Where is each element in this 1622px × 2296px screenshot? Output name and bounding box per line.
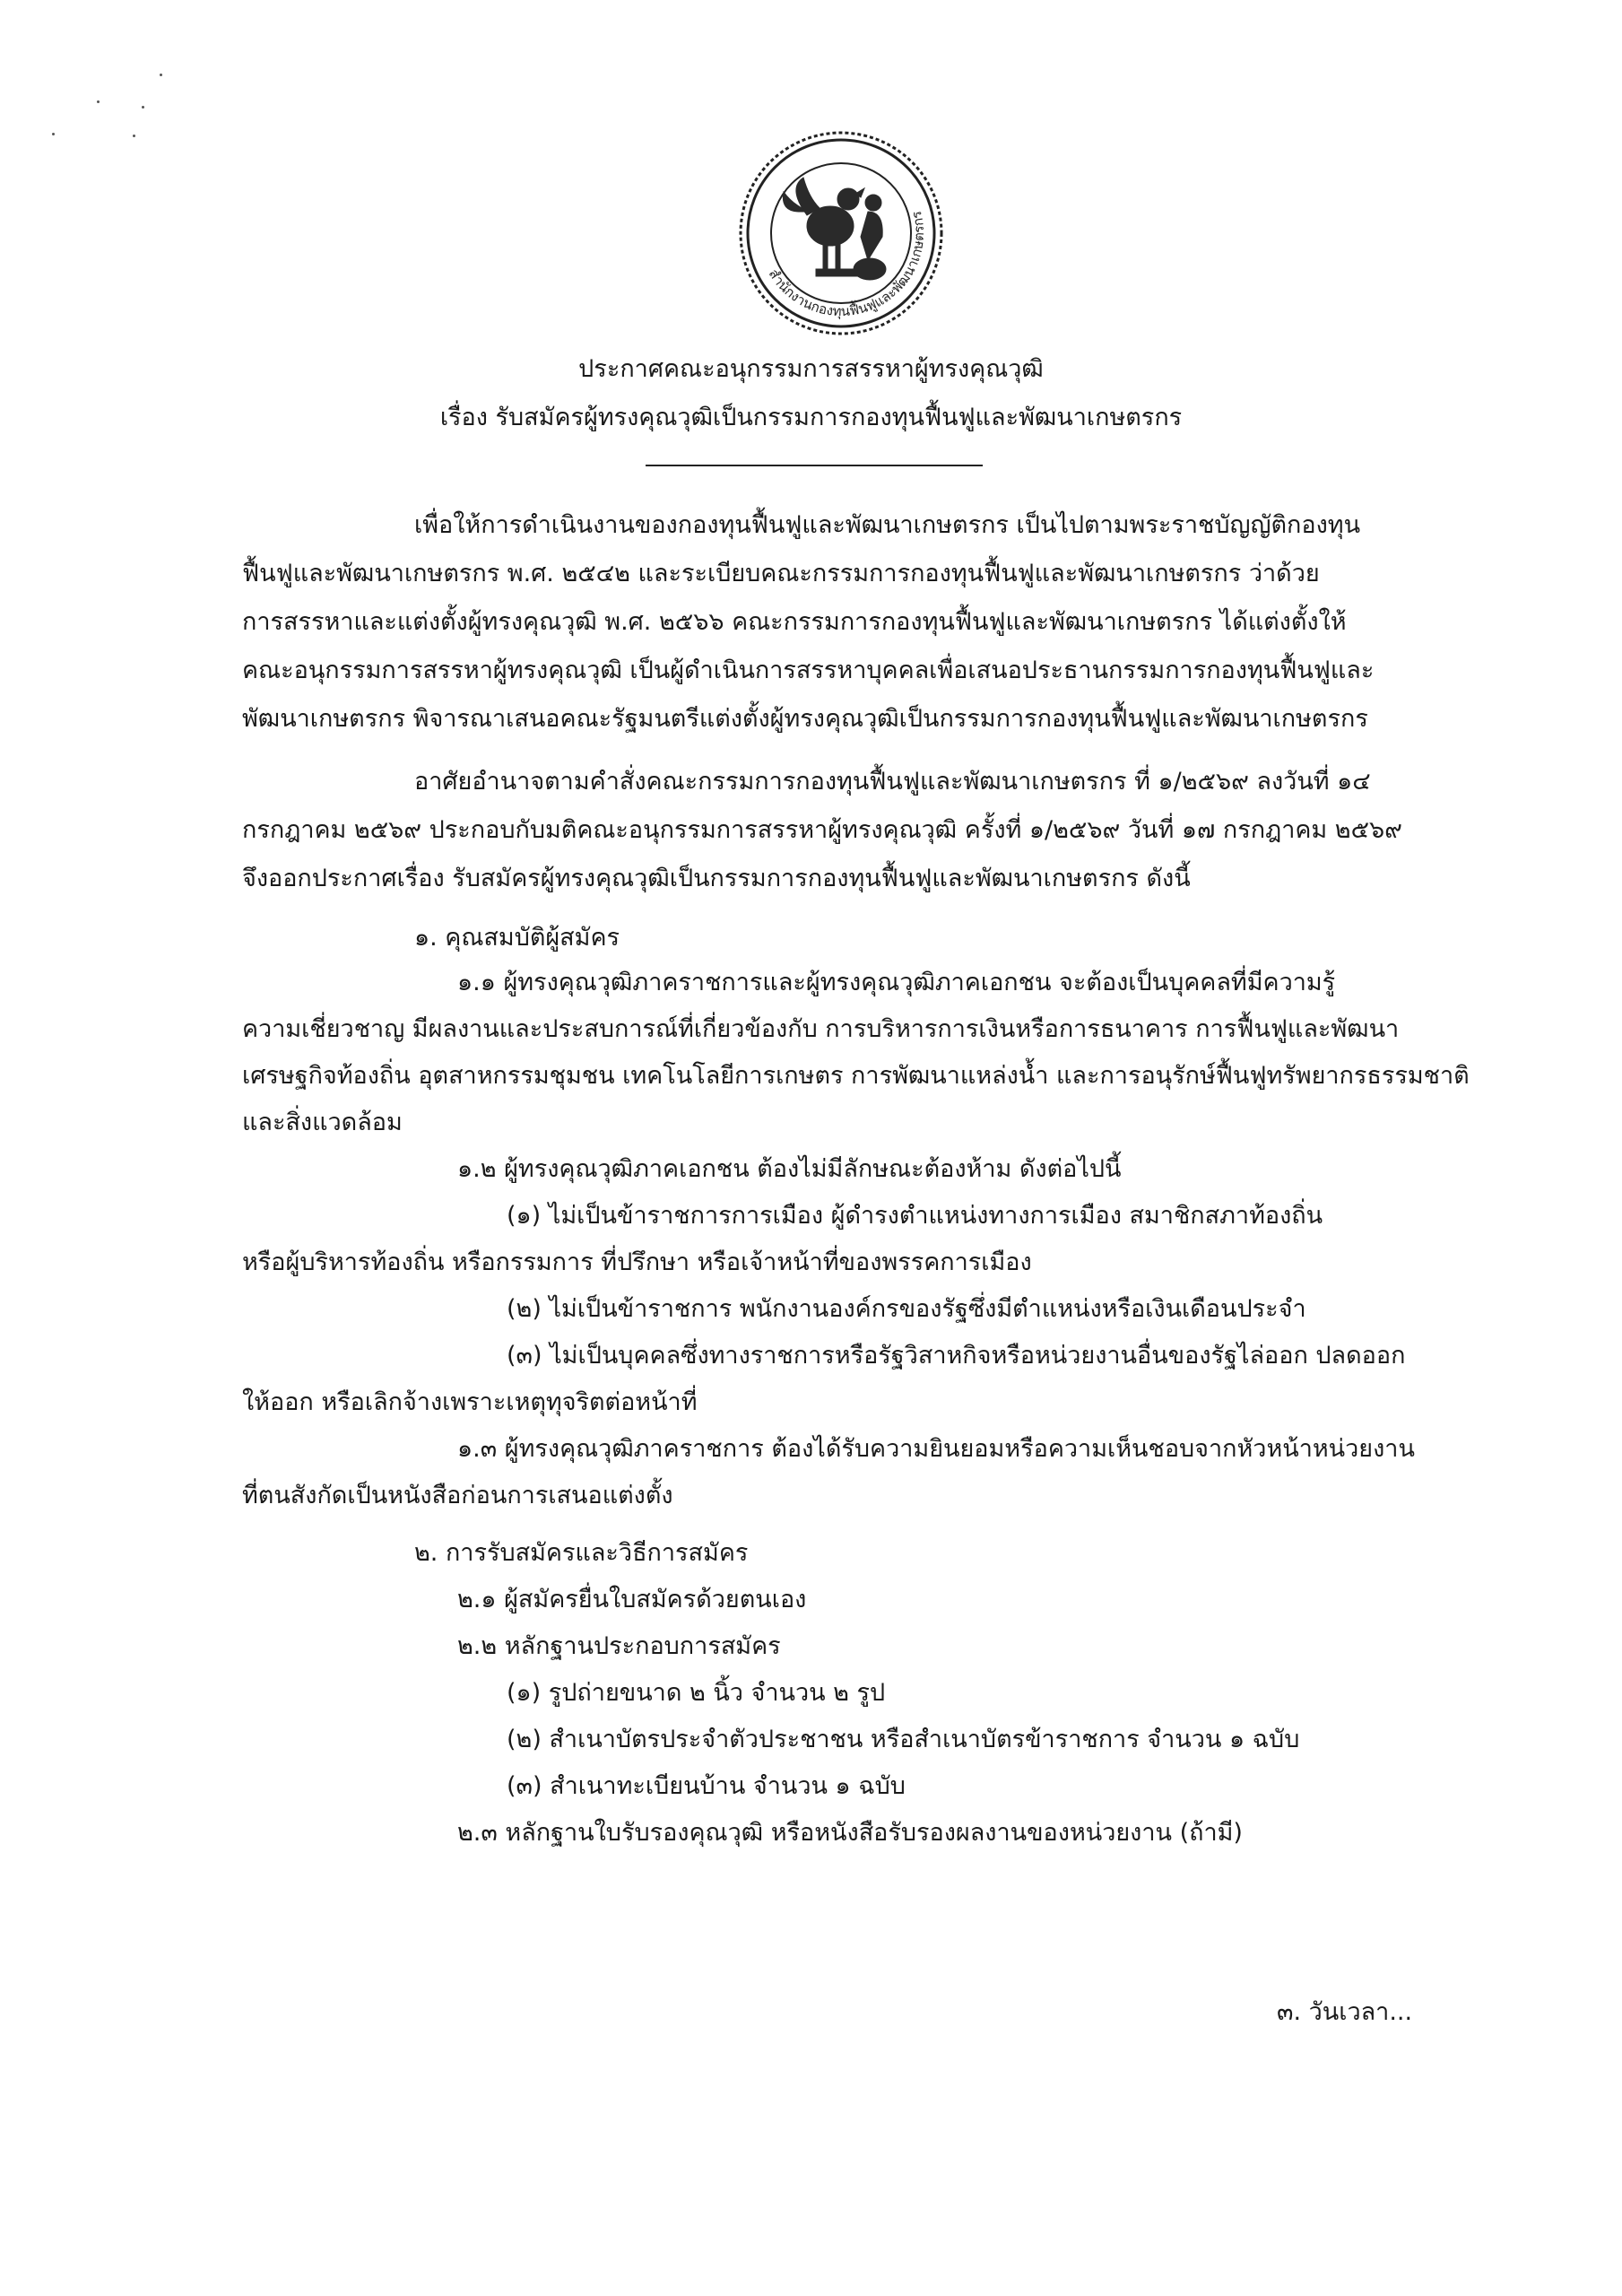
prohibition-3: ให้ออก หรือเลิกจ้างเพราะเหตุทุจริตต่อหน้าที่ [242,1388,698,1416]
intro-line: การสรรหาและแต่งตั้งผู้ทรงคุณวุฒิ พ.ศ. ๒๕๖๖ คณะกรรมการกองทุนฟื้นฟูและพัฒนาเกษตรกร ได้แต่งตั้งให้ [242,608,1347,636]
authority-line: อาศัยอำนาจตามคำสั่งคณะกรรมการกองทุนฟื้นฟูและพัฒนาเกษตรกร ที่ ๑/๒๕๖๙ ลงวันที่ ๑๔ [414,768,1371,796]
required-document: (๒) สำเนาบัตรประจำตัวประชาชน หรือสำเนาบัตรข้าราชการ จำนวน ๑ ฉบับ [507,1726,1300,1753]
clause-1-2: ๑.๒ ผู้ทรงคุณวุฒิภาคเอกชน ต้องไม่มีลักษณะต้องห้าม ดังต่อไปนี้ [457,1155,1122,1183]
required-document: (๓) สำเนาทะเบียนบ้าน จำนวน ๑ ฉบับ [507,1772,906,1800]
title-underline [646,465,983,466]
required-document: (๑) รูปถ่ายขนาด ๒ นิ้ว จำนวน ๒ รูป [507,1679,886,1707]
authority-line: กรกฎาคม ๒๕๖๙ ประกอบกับมติคณะอนุกรรมการสรรหาผู้ทรงคุณวุฒิ ครั้งที่ ๑/๒๕๖๙ วันที่ ๑๗ กรกฎาคม ๒๕๖๙ [242,816,1402,844]
announcement-title: ประกาศคณะอนุกรรมการสรรหาผู้ทรงคุณวุฒิ [578,355,1044,383]
authority-line: จึงออกประกาศเรื่อง รับสมัครผู้ทรงคุณวุฒิเป็นกรรมการกองทุนฟื้นฟูและพัฒนาเกษตรกร ดังนี้ [242,865,1191,892]
section-2-heading: ๒. การรับสมัครและวิธีการสมัคร [414,1539,749,1567]
intro-line: ฟื้นฟูและพัฒนาเกษตรกร พ.ศ. ๒๕๔๒ และระเบียบคณะกรรมการกองทุนฟื้นฟูและพัฒนาเกษตรกร ว่าด้วย [242,560,1320,587]
clause-2-3: ๒.๓ หลักฐานใบรับรองคุณวุฒิ หรือหนังสือรับรองผลงานของหน่วยงาน (ถ้ามี) [457,1819,1243,1847]
clause-1-3: ที่ตนสังกัดเป็นหนังสือก่อนการเสนอแต่งตั้ง [242,1482,673,1509]
clause-1-3: ๑.๓ ผู้ทรงคุณวุฒิภาคราชการ ต้องได้รับความยินยอมหรือความเห็นชอบจากหัวหน้าหน่วยงาน [457,1435,1415,1463]
prohibition-2: (๒) ไม่เป็นข้าราชการ พนักงานองค์กรของรัฐซึ่งมีตำแหน่งหรือเงินเดือนประจำ [507,1295,1306,1323]
seal-graphic [733,126,949,341]
clause-1-1: ๑.๑ ผู้ทรงคุณวุฒิภาคราชการและผู้ทรงคุณวุฒิภาคเอกชน จะต้องเป็นบุคคลที่มีความรู้ [457,969,1336,996]
prohibition-3: (๓) ไม่เป็นบุคคลซึ่งทางราชการหรือรัฐวิสาหกิจหรือหน่วยงานอื่นของรัฐไล่ออก ปลดออก [507,1342,1406,1370]
clause-2-1: ๒.๑ ผู้สมัครยื่นใบสมัครด้วยตนเอง [457,1586,807,1613]
section-1-heading: ๑. คุณสมบัติผู้สมัคร [414,924,620,952]
intro-line: คณะอนุกรรมการสรรหาผู้ทรงคุณวุฒิ เป็นผู้ดำเนินการสรรหาบุคคลเพื่อเสนอประธานกรรมการกองทุนฟื้นฟูและ [242,657,1375,684]
clause-2-2: ๒.๒ หลักฐานประกอบการสมัคร [457,1632,781,1660]
continued-marker: ๓. วันเวลา... [1277,1998,1413,2026]
seal-ring-text: สำนักงานกองทุนฟื้นฟูและพัฒนาเกษตรกร [765,209,928,320]
prohibition-1: หรือผู้บริหารท้องถิ่น หรือกรรมการ ที่ปรึกษา หรือเจ้าหน้าที่ของพรรคการเมือง [242,1248,1032,1276]
clause-1-1: ความเชี่ยวชาญ มีผลงานและประสบการณ์ที่เกี่ยวข้องกับ การบริหารการเงินหรือการธนาคาร การฟื้นฟูและพัฒนา [242,1015,1400,1043]
prohibition-1: (๑) ไม่เป็นข้าราชการการเมือง ผู้ดำรงตำแหน่งทางการเมือง สมาชิกสภาท้องถิ่น [507,1202,1323,1230]
agency-seal-logo [733,126,949,341]
intro-line: พัฒนาเกษตรกร พิจารณาเสนอคณะรัฐมนตรีแต่งตั้งผู้ทรงคุณวุฒิเป็นกรรมการกองทุนฟื้นฟูและพัฒนาเกษตรกร [242,705,1368,733]
clause-1-1: เศรษฐกิจท้องถิ่น อุตสาหกรรมชุมชน เทคโนโลยีการเกษตร การพัฒนาแหล่งน้ำ และการอนุรักษ์ฟื้นฟูทรัพยากรธรรมชาติ [242,1062,1470,1090]
clause-1-1: และสิ่งแวดล้อม [242,1109,403,1136]
intro-line: เพื่อให้การดำเนินงานของกองทุนฟื้นฟูและพัฒนาเกษตรกร เป็นไปตามพระราชบัญญัติกองทุน [414,511,1361,539]
announcement-subject: เรื่อง รับสมัครผู้ทรงคุณวุฒิเป็นกรรมการกองทุนฟื้นฟูและพัฒนาเกษตรกร [439,404,1183,431]
